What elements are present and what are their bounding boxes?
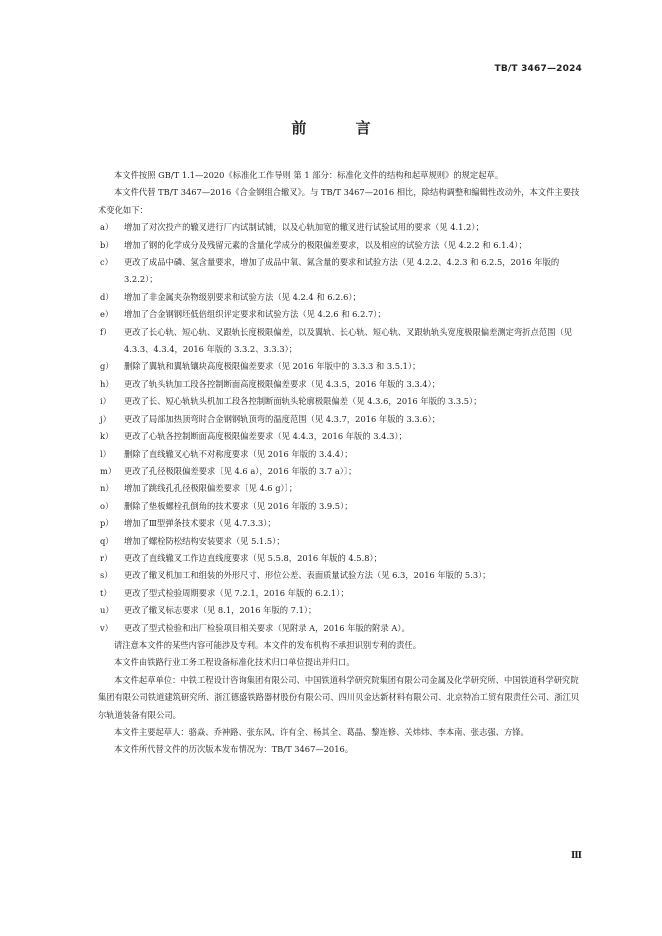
list-item-label: n） xyxy=(100,483,114,494)
list-item xyxy=(98,428,584,445)
list-item-label: j） xyxy=(100,413,111,424)
list-item xyxy=(98,463,584,480)
list-item-text: 删除了垫板螺栓孔倒角的技术要求（见 2016 年版的 3.9.5）； xyxy=(124,500,353,511)
list-item xyxy=(98,219,584,236)
list-item-label: g） xyxy=(100,361,114,372)
page-number: Ⅲ xyxy=(571,851,582,861)
list-item-label: m） xyxy=(100,465,117,476)
list-item-text: 更改了型式检验和出厂检验项目相关要求（见附录 A，2016 年版的附录 A）。 xyxy=(124,622,410,633)
list-item-text: 删除了直线辙叉心轨不对称度要求（见 2016 年版的 3.4.4）； xyxy=(124,448,353,459)
list-item xyxy=(98,324,584,359)
list-item-label: v） xyxy=(100,622,113,633)
page-title: 前 言 xyxy=(291,119,393,137)
list-item-label: t） xyxy=(100,587,112,598)
intro-paragraph: 本文件代替 TB/T 3467—2016《合金钢组合辙叉》。与 TB/T 3467—2016 相比，除结构调整和编辑性改动外，本文件主要技术变化如下： xyxy=(98,187,580,215)
list-item xyxy=(98,411,584,428)
list-item-label: f） xyxy=(100,326,112,337)
list-item-text: 更改了局部加热顶弯时合金钢钢轨顶弯的温度范围（见 4.3.7，2016 年版的 3.3.6）； xyxy=(124,413,441,424)
drafting-units-paragraph: 本文件起草单位：中铁工程设计咨询集团有限公司、中国铁道科学研究院集团有限公司金属及化学研究所、中国铁道科学研究院集团有限公司铁道建筑研究所、浙江德盛铁路器材股份有限公司、四川贝金达新材料有限公司、北京特冶工贸有限责任公司、浙江贝尔轨道装备有限公司。 xyxy=(98,674,580,720)
list-item xyxy=(98,393,584,410)
list-item xyxy=(98,446,584,463)
list-item xyxy=(98,237,584,254)
list-item-text: 更改了型式检验周期要求（见 7.2.1，2016 年版的 6.2.1）； xyxy=(124,587,349,598)
list-item xyxy=(98,306,584,323)
drafters-paragraph: 本文件主要起草人：骆焱、乔神路、张东风、许有全、杨其全、葛晶、黎连修、关炜炜、李本南、张志强、方锋。 xyxy=(114,727,529,737)
history-paragraph: 本文件所代替文件的历次版本发布情况为：TB/T 3467—2016。 xyxy=(114,744,354,755)
list-item xyxy=(98,567,584,584)
list-item-text: 更改了轨头轨加工段各控制断面高度极限偏差要求（见 4.3.5，2016 年版的 3.3.4）； xyxy=(124,378,441,389)
changes-list xyxy=(98,219,584,637)
list-item xyxy=(98,533,584,550)
list-item-text: 更改了辙叉机加工和组装的外形尺寸、形位公差、表面质量试验方法（见 6.3，2016 年版的 5.3）； xyxy=(124,570,491,581)
list-item xyxy=(98,376,584,393)
list-item-label: q） xyxy=(100,535,114,546)
list-item-text: 更改了长心轨、短心轨、叉跟轨长度极限偏差，以及翼轨、长心轨、短心轨、叉跟轨轨头宽度极限偏差测定弯折点范围（见 4.3.3、4.3.4，2016 年版的 3.3.2、3.3.3）； xyxy=(124,326,573,355)
list-item-label: i） xyxy=(100,396,111,407)
list-item-text: 更改了心轨各控制断面高度极限偏差要求（见 4.4.3，2016 年版的 3.4.3）； xyxy=(124,431,407,442)
list-item xyxy=(98,550,584,567)
list-item xyxy=(98,498,584,515)
list-item-label: l） xyxy=(100,448,111,459)
list-item-label: o） xyxy=(100,500,114,511)
list-item-label: a） xyxy=(100,222,114,233)
list-item xyxy=(98,358,584,375)
list-item-text: 增加了对次投产的辙叉进行厂内试制试铺，以及心轨加宽的辙叉进行试验试用的要求（见 4.1.2）； xyxy=(124,222,484,233)
list-item-label: r） xyxy=(100,552,113,563)
document-body xyxy=(98,167,584,759)
list-item-label: k） xyxy=(100,431,114,442)
list-item-text: 增加了钢的化学成分及残留元素的含量化学成分的极限偏差要求，以及相应的试验方法（见 4.2.2 和 6.1.4）； xyxy=(124,239,527,250)
list-item-label: c） xyxy=(100,257,113,268)
list-item-label: s） xyxy=(100,570,113,581)
list-item-text: 增加了Ⅲ型弹条技术要求（见 4.7.3.3）； xyxy=(124,518,276,529)
list-item xyxy=(98,289,584,306)
list-item-text: 更改了辙叉标志要求（见 8.1，2016 年版的 7.1）； xyxy=(124,605,317,616)
standard-number: TB/T 3467—2024 xyxy=(494,64,582,74)
list-item xyxy=(98,620,584,637)
intro-paragraph: 本文件按照 GB/T 1.1—2020《标准化工作导则 第 1 部分：标准化文件的结构和起草规则》的规定起草。 xyxy=(114,170,504,180)
list-item-text: 更改了直线辙叉工作边直线度要求（见 5.5.8，2016 年版的 4.5.8）； xyxy=(124,552,382,563)
list-item-text: 增加了跳线孔孔径极限偏差要求〔见 4.6 g）〕； xyxy=(124,483,298,494)
list-item-label: u） xyxy=(100,605,114,616)
list-item-text: 更改了孔径极限偏差要求〔见 4.6 a），2016 年版的 3.7 a）〕； xyxy=(124,465,357,476)
list-item xyxy=(98,585,584,602)
list-item-text: 增加了螺栓防松结构安装要求（见 5.1.5）； xyxy=(124,535,285,546)
list-item xyxy=(98,515,584,532)
list-item-label: d） xyxy=(100,291,114,302)
proposer-paragraph: 本文件由铁路行业工务工程设备标准化技术归口单位提出并归口。 xyxy=(114,657,355,668)
list-item-text: 增加了合金钢钢坯低倍组织评定要求和试验方法（见 4.2.6 和 6.2.7）； xyxy=(124,309,386,320)
list-item-label: p） xyxy=(100,518,114,529)
list-item-label: e） xyxy=(100,309,114,320)
list-item xyxy=(98,254,584,289)
list-item-text: 增加了非金属夹杂物级别要求和试验方法（见 4.2.4 和 6.2.6）； xyxy=(124,291,361,302)
list-item xyxy=(98,480,584,497)
list-item xyxy=(98,602,584,619)
list-item-text: 删除了翼轨和翼轨镶块高度极限偏差要求（见 2016 年版中的 3.3.3 和 3.5.1）； xyxy=(124,361,421,372)
patent-notice: 请注意本文件的某些内容可能涉及专利。本文件的发布机构不承担识别专利的责任。 xyxy=(114,639,421,650)
list-item-label: h） xyxy=(100,378,114,389)
list-item-text: 更改了成品中磷、氢含量要求，增加了成品中氧、氮含量的要求和试验方法（见 4.2.2、4.2.3 和 6.2.5，2016 年版的 3.2.2）； xyxy=(124,257,560,285)
list-item-label: b） xyxy=(100,239,114,250)
list-item-text: 更改了长、短心轨轨头机加工段各控制断面轨头轮廓极限偏差（见 4.3.6，2016 年版的 3.3.5）； xyxy=(124,396,482,407)
